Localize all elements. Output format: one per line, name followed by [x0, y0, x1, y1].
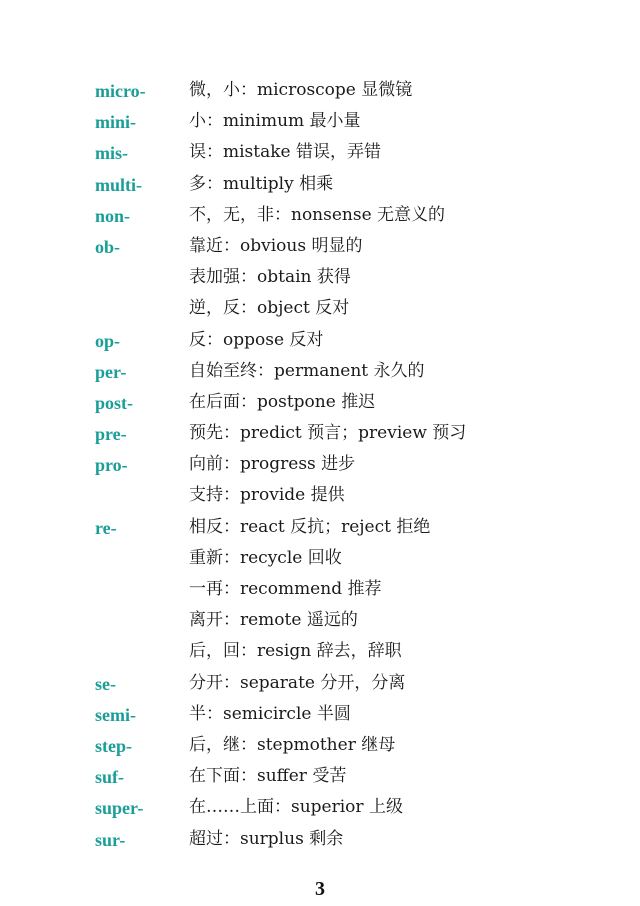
prefix-label: semi- [95, 704, 136, 725]
prefix-meaning: 一再：recommend 推荐 [189, 579, 382, 599]
prefix-meaning: 在后面：postpone 推迟 [189, 391, 376, 412]
prefix-meaning: 超过：surplus 剩余 [189, 828, 344, 849]
list-item [0, 824, 640, 855]
prefix-meaning: 不，无，非：nonsense 无意义的 [189, 204, 446, 225]
prefix-meaning: 靠近：obvious 明显的 [189, 235, 363, 256]
list-item [0, 137, 640, 168]
prefix-meaning: 反：oppose 反对 [189, 329, 324, 350]
prefix-label: sur- [95, 829, 126, 850]
prefix-meaning: 在……上面：superior 上级 [189, 797, 403, 818]
prefix-label: mini- [95, 112, 137, 133]
prefix-meaning: 重新：recycle 回收 [189, 547, 342, 568]
list-item [0, 325, 640, 356]
prefix-meaning: 支持：provide 提供 [189, 485, 345, 506]
prefix-meaning: 预先：predict 预言；preview 预习 [189, 423, 467, 444]
page-number: 3 [315, 878, 325, 900]
prefix-meaning: 半：semicircle 半圆 [189, 703, 351, 724]
prefix-meaning: 多：multiply 相乘 [189, 173, 334, 194]
list-item [0, 449, 640, 480]
list-item [0, 699, 640, 730]
prefix-meaning: 后，回：resign 辞去，辞职 [189, 641, 402, 662]
list-item [0, 730, 640, 761]
list-item [0, 668, 640, 699]
list-item [0, 75, 640, 106]
prefix-meaning: 误：mistake 错误，弄错 [189, 142, 382, 163]
prefix-meaning: 离开：remote 遥远的 [189, 610, 358, 631]
prefix-label: multi- [95, 174, 142, 195]
prefix-label: op- [95, 330, 121, 351]
list-item [0, 636, 640, 667]
list-item [0, 574, 640, 605]
list-item [0, 761, 640, 792]
list-item [0, 356, 640, 387]
prefix-label: micro- [95, 81, 146, 101]
prefix-meaning: 逆，反：object 反对 [189, 298, 350, 319]
prefix-meaning: 小：minimum 最小量 [189, 111, 361, 132]
list-item [0, 200, 640, 231]
prefix-meaning: 相反：react 反抗；reject 拒绝 [189, 516, 431, 537]
list-item [0, 418, 640, 449]
prefix-label: non- [95, 205, 131, 226]
prefix-label: ob- [95, 236, 121, 257]
prefix-meaning: 自始至终：permanent 永久的 [189, 360, 425, 381]
list-item [0, 512, 640, 543]
prefix-label: super- [95, 798, 144, 819]
list-item [0, 106, 640, 137]
prefix-label: per- [95, 361, 127, 382]
prefix-label: pro- [95, 455, 128, 476]
list-item [0, 480, 640, 511]
prefix-meaning: 后，继：stepmother 继母 [189, 734, 396, 755]
list-item [0, 792, 640, 823]
prefix-label: pre- [95, 424, 127, 445]
prefix-meaning: 在下面：suffer 受苦 [189, 766, 347, 787]
list-item [0, 543, 640, 574]
prefix-meaning: 分开：separate 分开，分离 [189, 672, 406, 693]
list-item [0, 262, 640, 293]
prefix-meaning: 表加强：obtain 获得 [189, 267, 351, 288]
list-item [0, 231, 640, 262]
prefix-label: suf- [95, 767, 125, 788]
list-item [0, 387, 640, 418]
prefix-list [0, 75, 640, 855]
prefix-meaning: 微，小：microscope 显微镜 [189, 80, 413, 100]
prefix-label: se- [95, 673, 116, 694]
list-item [0, 169, 640, 200]
prefix-label: step- [95, 735, 132, 756]
prefix-label: mis- [95, 143, 128, 164]
prefix-label: re- [95, 517, 117, 538]
prefix-meaning: 向前：progress 进步 [189, 454, 356, 475]
list-item [0, 605, 640, 636]
list-item [0, 293, 640, 324]
prefix-label: post- [95, 392, 134, 413]
